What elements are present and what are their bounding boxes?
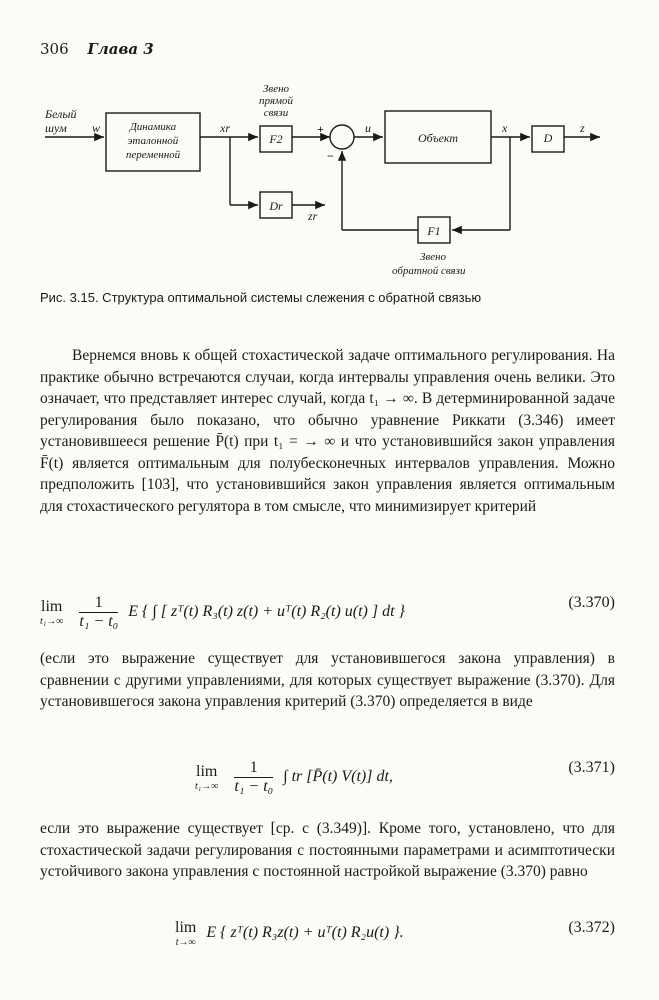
paragraph-1: Вернемся вновь к общей стохастической задаче оптимального регулирования. На практике обычно встречаются случаи, когда интервалы управления очень велики. Это означает, что представляет интерес случай, когда t₁ → ∞. В детерминированной задаче регулирования было показано, что обычно уравнение Риккати (3.346) имеет установившееся решение P̄(t) при t₁ = → ∞ и что установившийся закон управления F̄(t) является оптимальным для полубесконечных интервалов управления. Можно предположить [103], что установившийся закон управления является оптимальным для стохастического регулятора в том смысле, что минимизирует критерий (40, 347, 615, 515)
paragraph-2: (если это выражение существует для установившегося закона управления) в сравнении с другими управлениями, для которых существует выражение (3.370). Для установившегося закона управления критерий (3.370) определяется в виде (40, 650, 615, 710)
block-diagram (40, 80, 620, 290)
eq370-lim: lim t₁→∞ (40, 598, 64, 627)
plus-sign: + (317, 122, 324, 136)
equation-3-372 (40, 905, 615, 965)
eq371-body: ∫ tr [P̄(t) V(t)] dt, (283, 768, 393, 786)
figure-caption: Рис. 3.15. Структура оптимальной системы слежения с обратной связью (40, 290, 482, 305)
u-label: u (365, 121, 371, 135)
object-label: Объект (417, 131, 459, 145)
paragraph-3: если это выражение существует [ср. с (3.349)]. Кроме того, установлено, что для стохастической задачи регулирования с постоянными параметрами и асимптотически устойчивого закона управления с постоянной настройкой выражение (3.370) равно (40, 820, 615, 880)
ref-block-line-3: переменной (125, 149, 181, 161)
f2-label: F2 (269, 132, 283, 146)
chapter-title: Глава 3 (87, 40, 154, 58)
x-label: x (502, 121, 508, 135)
feedback-label-1: Звено (420, 251, 447, 263)
white-noise-label-1: Белый (45, 107, 77, 121)
eq371-lim: lim t₁→∞ (195, 763, 219, 792)
eq371-fraction: $\frac{1}{\text{t₁ − t₀}}$ (234, 759, 274, 795)
page-header (40, 40, 154, 58)
dr-label: Dr (269, 199, 283, 213)
equation-3-370 (40, 580, 615, 640)
ref-block-line-2: эталонной (127, 135, 179, 147)
d-label: D (543, 131, 553, 145)
f1-label: F1 (427, 224, 441, 238)
page-number: 306 (40, 40, 69, 58)
eq370-body: E { ∫ [ zᵀ(t) R₃(t) z(t) + uᵀ(t) R₂(t) u(t) ] dt } (128, 603, 405, 621)
eq372-number: (3.372) (568, 919, 615, 936)
xr-label: xr (220, 121, 230, 135)
eq370-number: (3.370) (568, 594, 615, 611)
eq371-number: (3.371) (568, 759, 615, 776)
feedforward-label-1: Звено (262, 83, 290, 95)
zr-label: zr (308, 209, 318, 223)
equation-3-371 (40, 745, 615, 805)
feedforward-label-2: прямой (259, 95, 293, 107)
minus-sign: − (327, 149, 334, 163)
white-noise-label-2: шум (45, 121, 67, 135)
eq372-body: E { zᵀ(t) R₃z(t) + uᵀ(t) R₂u(t) }. (206, 924, 404, 942)
z-label: z (580, 121, 585, 135)
summing-junction (330, 125, 354, 149)
feedforward-label-3: связи (263, 107, 289, 119)
eq370-fraction: $\frac{1}{\text{t₁ − t₀}}$ (79, 594, 119, 630)
eq372-lim: lim t→∞ (175, 919, 197, 948)
ref-block-line-1: Динамика (129, 121, 177, 133)
input-var-w: w (92, 121, 101, 135)
feedback-label-2: обратной связи (392, 265, 466, 277)
